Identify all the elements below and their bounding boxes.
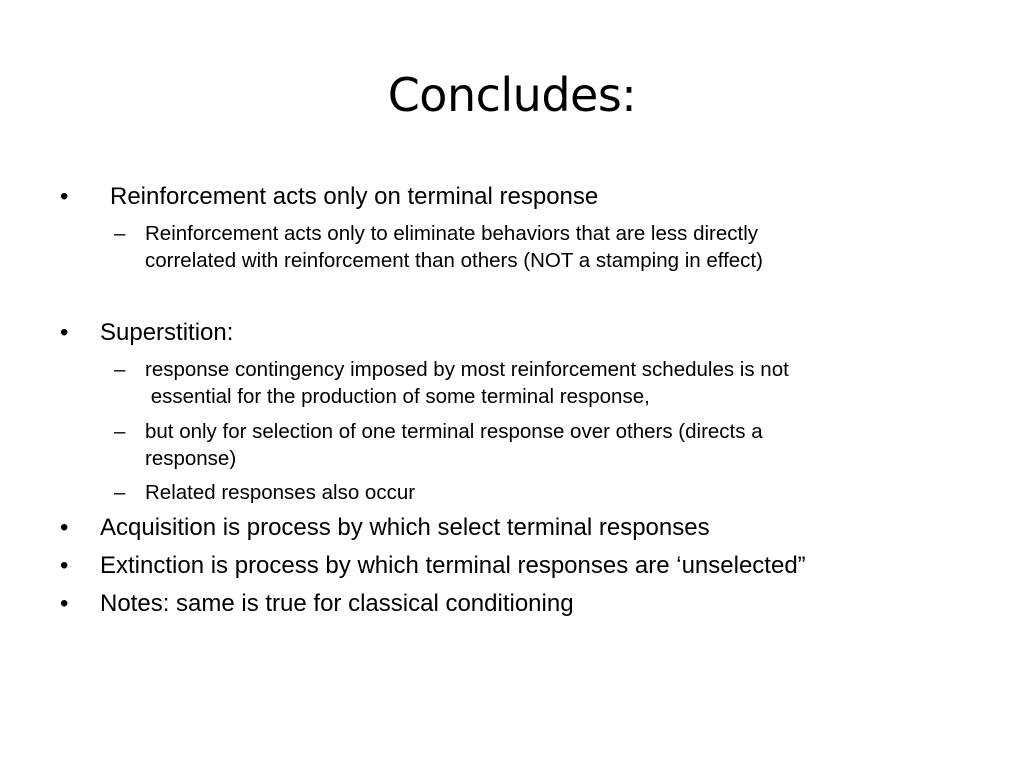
bullet-superstition: Superstition: [100, 319, 234, 346]
sub-bullet-eliminate-line-1: Reinforcement acts only to eliminate behaviors that are less directly [145, 222, 759, 245]
bullet-acquisition: Acquisition is process by which select terminal responses [100, 514, 710, 541]
sub-bullet-dash: – [114, 222, 126, 245]
bullet-notes: Notes: same is true for classical conditioning [100, 590, 574, 617]
bullet-dot: • [60, 514, 69, 541]
bullet-dot: • [60, 552, 69, 579]
bullet-extinction: Extinction is process by which terminal responses are ‘unselected” [100, 552, 806, 579]
sub-bullet-contingency-line-1: response contingency imposed by most reinforcement schedules is not [145, 358, 789, 381]
sub-bullet-eliminate-line-2: correlated with reinforcement than others (NOT a stamping in effect) [145, 249, 763, 272]
sub-bullet-dash: – [114, 481, 126, 504]
bullet-dot: • [60, 183, 69, 210]
sub-bullet-selection-line-2: response) [145, 447, 237, 470]
sub-bullet-dash: – [114, 420, 126, 443]
bullet-dot: • [60, 319, 69, 346]
sub-bullet-selection-line-1: but only for selection of one terminal response over others (directs a [145, 420, 763, 443]
sub-bullet-contingency-line-2: essential for the production of some terminal response, [145, 385, 650, 408]
bullet-dot: • [60, 590, 69, 617]
sub-bullet-dash: – [114, 358, 126, 381]
bullet-reinforcement-terminal: Reinforcement acts only on terminal response [110, 183, 599, 210]
slide-title: Concludes: [387, 68, 637, 122]
sub-bullet-related-responses: Related responses also occur [145, 481, 416, 504]
